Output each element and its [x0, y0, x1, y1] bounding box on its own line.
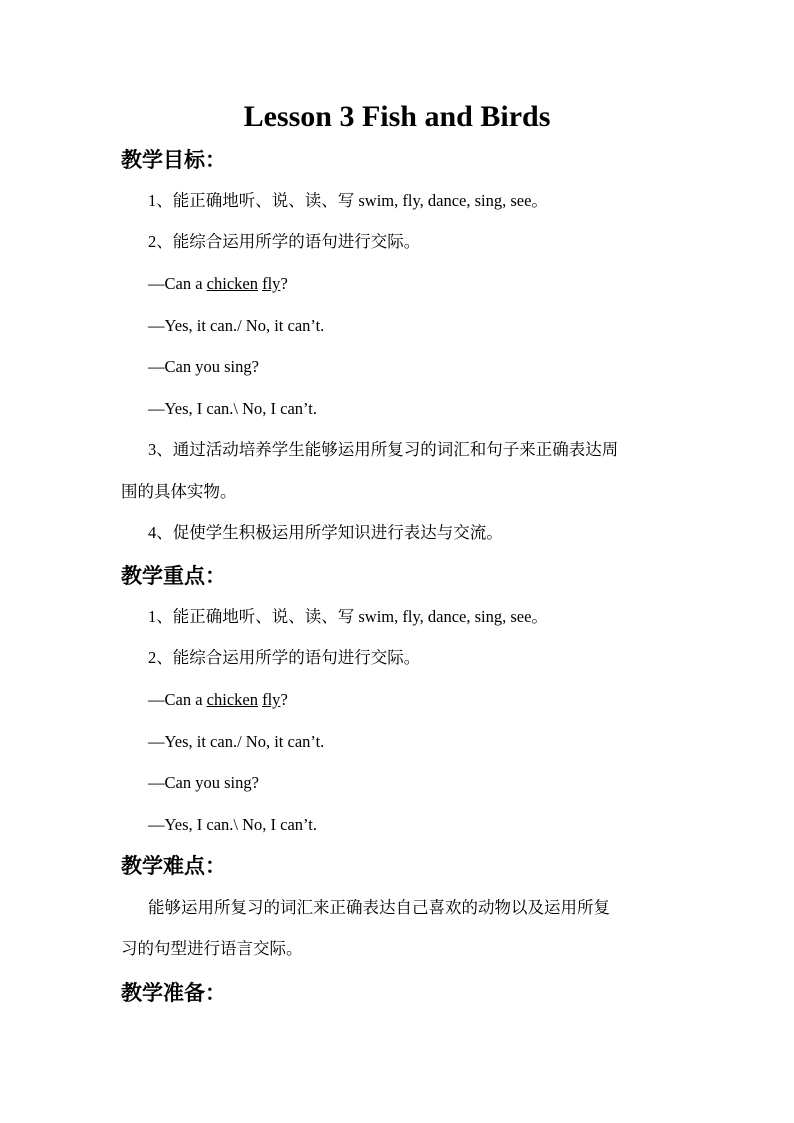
underlined-word: chicken [206, 690, 258, 709]
goals-dialog-line-3: —Can you sing? [148, 357, 259, 376]
underlined-word: fly [262, 274, 281, 293]
dialog-text: —Can a [148, 690, 207, 709]
difficulties-line-2: 习的句型进行语言交际。 [121, 939, 303, 958]
key-points-item-1: 1、能正确地听、说、读、写 swim, fly, dance, sing, see。 [148, 607, 548, 626]
goals-item-4: 4、促使学生积极运用所学知识进行表达与交流。 [148, 523, 503, 542]
difficulties-line-1: 能够运用所复习的词汇来正确表达自己喜欢的动物以及运用所复 [148, 898, 610, 917]
section-heading-key-points: 教学重点： [121, 564, 226, 588]
dialog-text: ? [280, 274, 288, 293]
goals-item-3-line-1: 3、通过活动培养学生能够运用所复习的词汇和句子来正确表达周 [148, 440, 619, 459]
goals-dialog-line-1 [148, 272, 288, 296]
underlined-word: chicken [206, 274, 258, 293]
key-points-dialog-line-4: —Yes, I can.\ No, I can’t. [148, 815, 317, 834]
goals-dialog-line-2: —Yes, it can./ No, it can’t. [148, 316, 325, 335]
underlined-word: fly [262, 690, 281, 709]
dialog-text: —Can a [148, 274, 207, 293]
document-title: Lesson 3 Fish and Birds [243, 100, 551, 133]
goals-item-3-line-2: 围的具体实物。 [121, 482, 237, 501]
goals-item-1: 1、能正确地听、说、读、写 swim, fly, dance, sing, see。 [148, 191, 548, 210]
key-points-dialog-line-3: —Can you sing? [148, 773, 259, 792]
key-points-dialog-line-2: —Yes, it can./ No, it can’t. [148, 732, 325, 751]
dialog-text: ? [280, 690, 288, 709]
section-heading-goals: 教学目标： [121, 148, 226, 172]
key-points-dialog-line-1 [148, 688, 288, 712]
goals-item-2: 2、能综合运用所学的语句进行交际。 [148, 232, 421, 251]
goals-dialog-line-4: —Yes, I can.\ No, I can’t. [148, 399, 317, 418]
section-heading-difficulties: 教学难点： [121, 854, 226, 878]
key-points-item-2: 2、能综合运用所学的语句进行交际。 [148, 648, 421, 667]
section-heading-preparation: 教学准备： [121, 981, 226, 1005]
